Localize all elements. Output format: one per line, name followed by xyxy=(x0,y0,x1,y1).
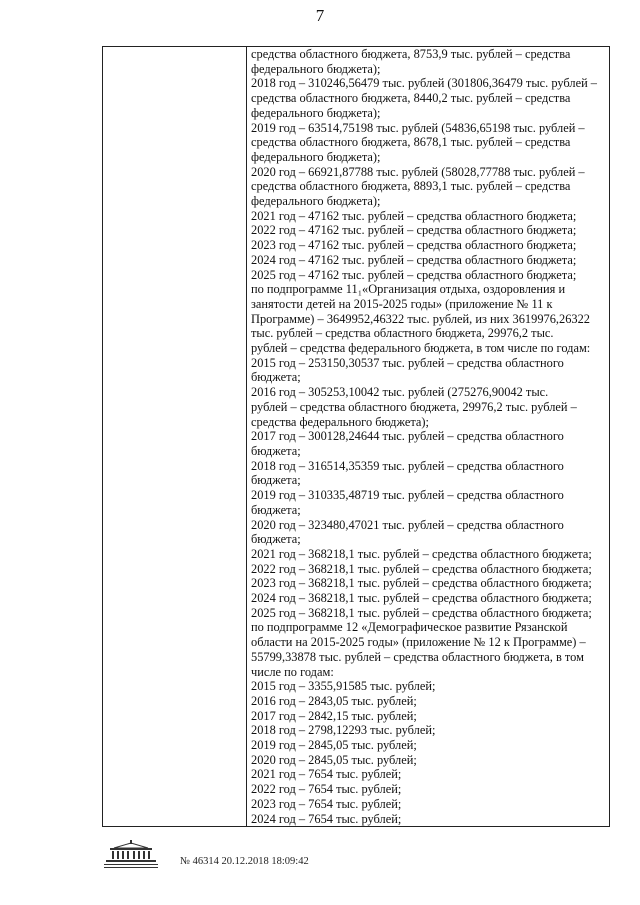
text-line: бюджета; xyxy=(251,370,301,385)
text-line: 2022 год – 7654 тыс. рублей; xyxy=(251,782,402,797)
text-line: числе по годам: xyxy=(251,664,334,679)
text-line: 2020 год – 2845,05 тыс. рублей; xyxy=(251,752,417,767)
text-line: тыс. рублей – средства областного бюджета, 29976,2 тыс. xyxy=(251,326,554,341)
text-line: федерального бюджета); xyxy=(251,61,381,76)
text-line: 2019 год – 2845,05 тыс. рублей; xyxy=(251,738,417,753)
text-line: 2018 год – 310246,56479 тыс. рублей (301806,36479 тыс. рублей – xyxy=(251,76,598,91)
registration-stamp: № 46314 20.12.2018 18:09:42 xyxy=(180,856,309,867)
table-right-cell xyxy=(251,47,608,826)
text-line: рублей – средства федерального бюджета, в том числе по годам: xyxy=(251,341,591,356)
text-line: 2016 год – 305253,10042 тыс. рублей (275276,90042 тыс. xyxy=(251,385,549,400)
text-line: 2024 год – 368218,1 тыс. рублей – средства областного бюджета; xyxy=(251,591,592,606)
column-divider xyxy=(246,46,247,827)
text-line: бюджета; xyxy=(251,443,301,458)
text-line: 2021 год – 7654 тыс. рублей; xyxy=(251,767,402,782)
text-line: Программе) – 3649952,46322 тыс. рублей, из них 3619976,26322 xyxy=(251,311,590,326)
text-line: бюджета; xyxy=(251,532,301,547)
text-line: 2025 год – 47162 тыс. рублей – средства областного бюджета; xyxy=(251,267,577,282)
text-line: рублей – средства областного бюджета, 29976,2 тыс. рублей – xyxy=(251,399,577,414)
text-line: 2016 год – 2843,05 тыс. рублей; xyxy=(251,693,417,708)
text-line: занятости детей на 2015-2025 годы» (приложение № 11 к xyxy=(251,296,553,311)
text-line: 2025 год – 368218,1 тыс. рублей – средства областного бюджета; xyxy=(251,605,592,620)
page-number: 7 xyxy=(315,6,325,25)
text-line: средства областного бюджета, 8440,2 тыс. рублей – средства xyxy=(251,91,571,106)
text-line: средства федерального бюджета); xyxy=(251,414,429,429)
text-line: по подпрограмме 12 «Демографическое развитие Рязанской xyxy=(251,620,568,635)
text-line: 2018 год – 2798,12293 тыс. рублей; xyxy=(251,723,436,738)
text-line: 2022 год – 368218,1 тыс. рублей – средства областного бюджета; xyxy=(251,561,592,576)
government-building-logo-icon xyxy=(100,840,162,870)
text-line: 2024 год – 47162 тыс. рублей – средства областного бюджета; xyxy=(251,252,577,267)
text-line: 2024 год – 7654 тыс. рублей; xyxy=(251,811,402,826)
text-line: 2015 год – 3355,91585 тыс. рублей; xyxy=(251,679,436,694)
text-line: 2020 год – 323480,47021 тыс. рублей – средства областного xyxy=(251,517,564,532)
text-line: 2021 год – 368218,1 тыс. рублей – средства областного бюджета; xyxy=(251,546,592,561)
footer xyxy=(100,840,309,870)
text-line: 55799,33878 тыс. рублей – средства областного бюджета, в том xyxy=(251,649,584,664)
text-line: 2015 год – 253150,30537 тыс. рублей – средства областного xyxy=(251,355,564,370)
text-line: 2023 год – 47162 тыс. рублей – средства областного бюджета; xyxy=(251,238,577,253)
text-line: 2017 год – 2842,15 тыс. рублей; xyxy=(251,708,417,723)
text-line: федерального бюджета); xyxy=(251,194,381,209)
text-line: федерального бюджета); xyxy=(251,149,381,164)
text-line: средства областного бюджета, 8678,1 тыс. рублей – средства xyxy=(251,135,571,150)
text-line: средства областного бюджета, 8753,9 тыс. рублей – средства xyxy=(251,47,571,61)
text-line: 2017 год – 300128,24644 тыс. рублей – средства областного xyxy=(251,429,564,444)
text-line: по подпрограмме 11₁«Организация отдыха, оздоровления и xyxy=(251,282,566,297)
text-line: 2018 год – 316514,35359 тыс. рублей – средства областного xyxy=(251,458,564,473)
text-line: 2019 год – 310335,48719 тыс. рублей – средства областного xyxy=(251,488,564,503)
text-line: 2020 год – 66921,87788 тыс. рублей (58028,77788 тыс. рублей – xyxy=(251,164,585,179)
text-line: бюджета; xyxy=(251,473,301,488)
text-line: 2023 год – 368218,1 тыс. рублей – средства областного бюджета; xyxy=(251,576,592,591)
text-line: 2021 год – 47162 тыс. рублей – средства областного бюджета; xyxy=(251,208,577,223)
text-line: 2023 год – 7654 тыс. рублей; xyxy=(251,796,402,811)
text-line: средства областного бюджета, 8893,1 тыс. рублей – средства xyxy=(251,179,571,194)
text-line: 2019 год – 63514,75198 тыс. рублей (54836,65198 тыс. рублей – xyxy=(251,120,585,135)
text-line: области на 2015-2025 годы» (приложение № 12 к Программе) – xyxy=(251,635,586,650)
text-line: бюджета; xyxy=(251,502,301,517)
text-line: 2022 год – 47162 тыс. рублей – средства областного бюджета; xyxy=(251,223,577,238)
text-line: федерального бюджета); xyxy=(251,105,381,120)
